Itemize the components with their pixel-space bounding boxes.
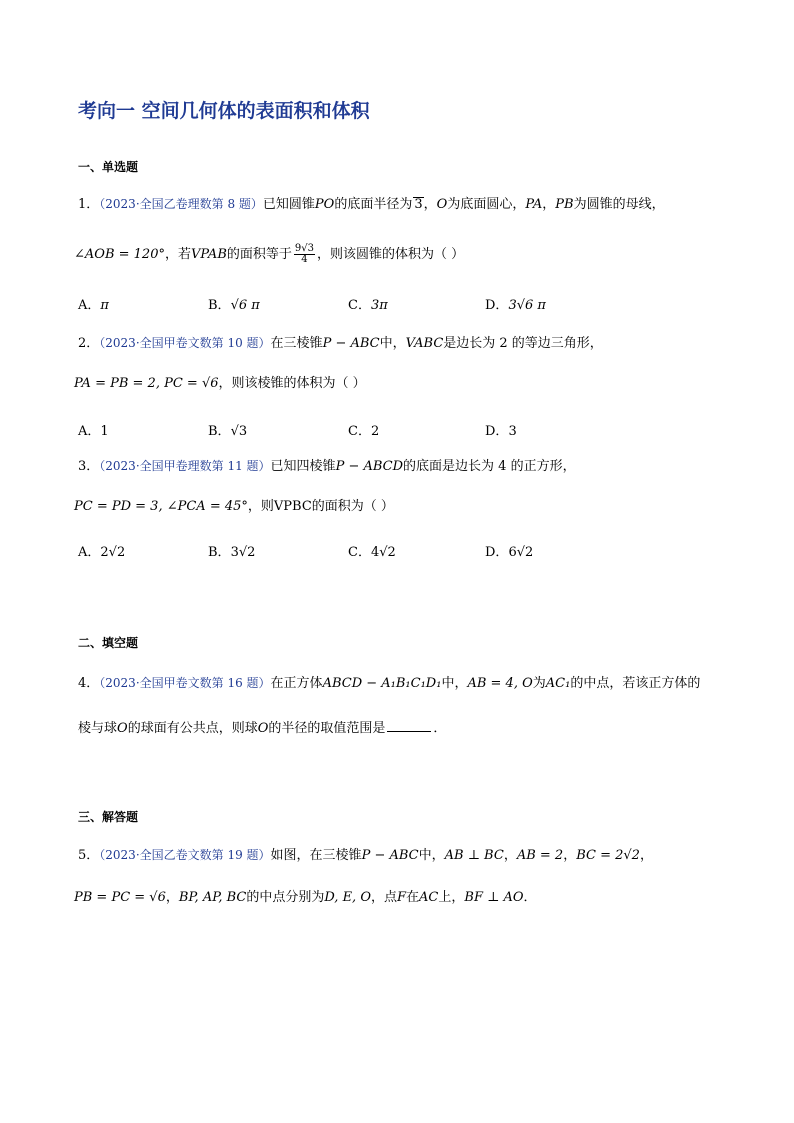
math-expr: VPAB <box>190 247 227 262</box>
question-text: 的底面是边长为 4 的正方形， <box>403 459 576 474</box>
page-title: 考向一 空间几何体的表面积和体积 <box>78 100 370 122</box>
question-text: 已知圆锥 <box>262 197 315 212</box>
question-text: 在 <box>406 890 420 905</box>
math-expr: O <box>117 721 128 736</box>
section-heading-answer: 三、解答题 <box>78 810 139 824</box>
math-expr: ABCD − A₁B₁C₁D₁ <box>322 676 442 691</box>
math-expr: AB = 4, O <box>467 676 533 691</box>
math-expr: D, E, O <box>324 890 371 905</box>
option-b: B．√6 π <box>208 298 260 313</box>
math-expr: P − ABC <box>361 848 419 863</box>
question-source: （2023·全国甲卷文数第 16 题） <box>99 676 271 690</box>
math-expr: PO <box>314 197 335 212</box>
question-text: 的半径的取值范围是 <box>268 721 386 736</box>
question-5-line-1 <box>78 849 653 862</box>
question-text: 如图，在三棱锥 <box>270 848 362 863</box>
fraction-numerator: 9√3 <box>294 243 314 254</box>
option-d: D．3√6 π <box>485 298 546 313</box>
question-text: 的球面有公共点，则球 <box>127 721 258 736</box>
question-1-line-2 <box>74 244 464 265</box>
section-heading-fill-in: 二、填空题 <box>78 636 139 650</box>
question-text: 中， <box>418 848 445 863</box>
math-expr: PA = PB = 2, PC = √6 <box>74 376 219 391</box>
question-text: 棱与球 <box>78 721 118 736</box>
question-text: ， <box>542 197 556 212</box>
question-3-line-2 <box>74 500 394 513</box>
question-number: 2． <box>78 336 100 351</box>
option-b: B．√3 <box>208 424 248 439</box>
question-source: （2023·全国甲卷理数第 11 题） <box>99 459 271 473</box>
math-expr: VABC <box>405 336 444 351</box>
question-text: 为 <box>532 676 546 691</box>
option-c: C．2 <box>348 424 380 439</box>
question-number: 4． <box>78 676 100 691</box>
question-source: （2023·全国乙卷理数第 8 题） <box>99 197 263 211</box>
question-text: ． <box>433 721 447 736</box>
math-expr: PA <box>525 197 543 212</box>
math-expr: BC = 2√2 <box>576 848 640 863</box>
question-text: ，则该棱锥的体积为（ ） <box>218 376 366 391</box>
question-text: 已知四棱锥 <box>270 459 336 474</box>
question-text: 的中点分别为 <box>246 890 325 905</box>
question-text: ， <box>423 197 437 212</box>
math-expr: BP, AP, BC <box>178 890 247 905</box>
question-text: ，点 <box>370 890 397 905</box>
math-expr: AC <box>419 890 439 905</box>
math-expr: O <box>257 721 269 736</box>
question-text: ． <box>523 890 537 905</box>
question-4-line-1 <box>78 677 700 690</box>
option-c: C．3π <box>348 298 388 313</box>
math-expr: P − ABCD <box>335 459 404 474</box>
question-text: 的中点，若该正方体的 <box>570 676 701 691</box>
question-4-line-2 <box>78 719 446 735</box>
question-text: ，则VPBC的面积为（ ） <box>247 499 394 514</box>
section-heading-single-choice: 一、单选题 <box>78 160 139 174</box>
math-expr: PC = PD = 3, ∠PCA = 45° <box>74 499 248 514</box>
question-source: （2023·全国甲卷文数第 10 题） <box>99 336 271 350</box>
math-expr: AB ⊥ BC <box>444 848 504 863</box>
option-c: C．4√2 <box>348 545 396 560</box>
question-1-line-1 <box>78 197 665 211</box>
option-a: A．π <box>78 298 109 313</box>
question-text: ， <box>563 848 577 863</box>
option-b: B．3√2 <box>208 545 256 560</box>
option-d: D．6√2 <box>485 545 534 560</box>
math-sqrt: 3 <box>414 197 423 212</box>
question-5-line-2 <box>74 891 537 904</box>
question-2-line-2 <box>74 377 366 390</box>
option-a: A．1 <box>78 424 109 439</box>
question-text: ， <box>165 890 179 905</box>
math-expr: AB = 2 <box>516 848 564 863</box>
question-text: ，若 <box>164 247 191 262</box>
math-expr: P − ABC <box>322 336 380 351</box>
question-2-line-1 <box>78 337 603 350</box>
math-fraction <box>294 244 315 265</box>
option-d: D．3 <box>485 424 517 439</box>
question-text: 为圆锥的母线， <box>573 197 665 212</box>
math-expr: BF ⊥ AO <box>464 890 524 905</box>
question-text: 是边长为 2 的等边三角形， <box>443 336 603 351</box>
math-expr: PB <box>555 197 574 212</box>
math-expr: O <box>436 197 448 212</box>
math-expr: F <box>397 890 407 905</box>
math-expr: ∠AOB = 120° <box>74 247 165 262</box>
question-text: 上， <box>438 890 465 905</box>
math-expr: PB = PC = √6 <box>74 890 166 905</box>
question-source: （2023·全国乙卷文数第 19 题） <box>99 848 271 862</box>
question-text: 在三棱锥 <box>270 336 323 351</box>
question-text: 在正方体 <box>270 676 323 691</box>
question-text: 为底面圆心， <box>447 197 526 212</box>
question-text: ， <box>639 848 653 863</box>
question-number: 3． <box>78 459 100 474</box>
question-text: 的面积等于 <box>226 247 292 262</box>
question-text: 的底面半径为 <box>334 197 413 212</box>
fraction-denominator: 4 <box>301 254 308 265</box>
question-3-line-1 <box>78 460 576 473</box>
math-expr: AC₁ <box>545 676 571 691</box>
question-text: ， <box>503 848 517 863</box>
option-a: A．2√2 <box>78 545 126 560</box>
answer-blank[interactable] <box>387 719 431 732</box>
question-text: 中， <box>379 336 406 351</box>
question-text: 中， <box>441 676 468 691</box>
question-number: 5． <box>78 848 100 863</box>
question-number: 1． <box>78 197 100 212</box>
question-text: ，则该圆锥的体积为（ ） <box>317 247 465 262</box>
